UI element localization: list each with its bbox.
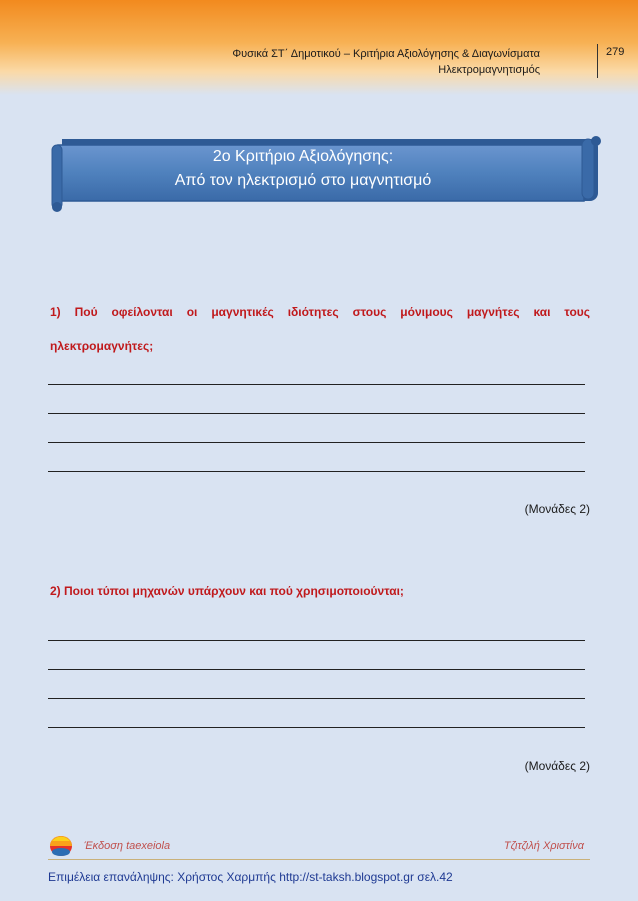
- title-scroll-banner: [40, 135, 606, 213]
- footer-divider: [48, 859, 590, 860]
- answer-line[interactable]: [48, 471, 585, 472]
- header-title: Φυσικά ΣΤ΄ Δημοτικού – Κριτήρια Αξιολόγησης & Διαγωνίσματα: [232, 48, 540, 60]
- author-name: Τζιτζιλή Χριστίνα: [503, 840, 584, 852]
- question-2: 2) Ποιοι τύποι μηχανών υπάρχουν και πού χρησιμοποιούνται;: [50, 584, 404, 598]
- marks-label-1: (Μονάδες 2): [524, 502, 590, 516]
- answer-line[interactable]: [48, 640, 585, 641]
- banner-text: [40, 145, 566, 193]
- publisher-logo-icon: [48, 834, 74, 858]
- publisher-name: Έκδοση taexeiola: [84, 840, 171, 852]
- answer-line[interactable]: [48, 384, 585, 385]
- running-header: [232, 46, 540, 78]
- editing-credit: Επιμέλεια επανάληψης: Χρήστος Χαρμπής http://st-taksh.blogspot.gr σελ.42: [48, 870, 453, 884]
- header-divider: [597, 44, 598, 78]
- question-1: 1) Πού οφείλονται οι μαγνητικές ιδιότητες στους μόνιμους μαγνήτες και τους ηλεκτρομαγνήτες;: [50, 305, 590, 353]
- answer-line[interactable]: [48, 669, 585, 670]
- answer-line[interactable]: [48, 727, 585, 728]
- marks-label-2: (Μονάδες 2): [524, 759, 590, 773]
- page-number: 279: [606, 46, 625, 58]
- header-subtitle: Ηλεκτρομαγνητισμός: [438, 64, 540, 76]
- answer-line[interactable]: [48, 413, 585, 414]
- answer-line[interactable]: [48, 442, 585, 443]
- answer-line[interactable]: [48, 698, 585, 699]
- banner-subtitle: Από τον ηλεκτρισμό στο μαγνητισμό: [174, 172, 432, 189]
- banner-title: 2ο Κριτήριο Αξιολόγησης:: [212, 148, 394, 165]
